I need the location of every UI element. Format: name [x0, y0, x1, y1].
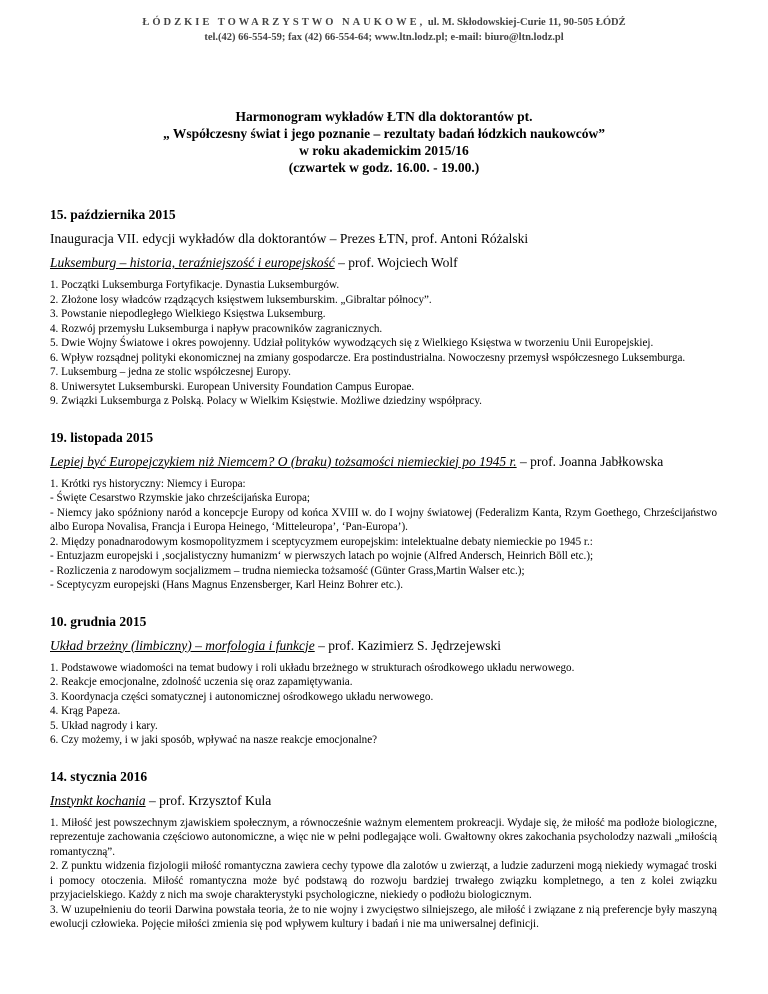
topic-item: 1. Krótki rys historyczny: Niemcy i Europa:: [50, 477, 246, 490]
organization-name: ŁÓDZKIE TOWARZYSTWO NAUKOWE,: [142, 17, 426, 28]
schedule-content: [50, 206, 717, 952]
topic-item: - Święte Cesarstwo Rzymskie jako chrześcijańska Europa;: [50, 492, 311, 504]
lecture-heading: [50, 637, 717, 654]
title-line-1: Harmonogram wykładów ŁTN dla doktorantów pt.: [235, 109, 533, 124]
topic-item: 4. Krąg Papeza.: [50, 705, 121, 717]
title-line-4: (czwartek w godz. 16.00. - 19.00.): [288, 160, 480, 175]
lecture-date: 14. stycznia 2016: [50, 768, 148, 784]
lecture-topics: [50, 477, 717, 593]
topic-item: - Sceptycyzm europejski (Hans Magnus Enzensberger, Karl Heinz Bohrer etc.).: [50, 579, 403, 591]
topic-item: 5. Dwie Wojny Światowe i okres powojenny. Udział polityków wywodzących się z Wielkiego Księstwa w tworzeniu Unii Europejskiej.: [50, 337, 654, 349]
lecture-section: [50, 768, 717, 932]
letterhead: [40, 15, 728, 45]
topic-item: 5. Układ nagrody i kary.: [50, 719, 158, 732]
topic-item: - Entuzjazm europejski i ‚socjalistyczny humanizm‘ w pierwszych latach po wojnie (Alfred Andersch, Heinrich Böll etc.);: [50, 550, 594, 562]
letterhead-line-1: [40, 15, 728, 30]
topic-item: 6. Czy możemy, i w jaki sposób, wpływać na nasze reakcje emocjonalne?: [50, 734, 378, 746]
lecture-topics: [50, 816, 717, 932]
topic-item: 1. Miłość jest powszechnym zjawiskiem społecznym, a równocześnie ważnym elementem prokreacji. Wydaje się, że miłość ma podłoże biologiczne, reprezentuje zachowania częściowo autonomiczne, a więc nie w pełni podlegające woli. Gwałtowny okres zakochania psycholodzy nazwali „miłością romantyczną”.: [50, 816, 717, 858]
title-line-3: w roku akademickim 2015/16: [299, 143, 469, 158]
lecture-topics: [50, 661, 717, 748]
inauguration-text: Inauguracja VII. edycji wykładów dla doktorantów – Prezes ŁTN, prof. Antoni Różalski: [50, 231, 529, 246]
organization-address: ul. M. Skłodowskiej-Curie 11, 90-505 ŁÓDŹ: [427, 17, 626, 28]
lecture-section: [50, 429, 717, 593]
topic-item: 1. Podstawowe wiadomości na temat budowy i roli układu brzeżnego w strukturach ośrodkowego układu nerwowego.: [50, 661, 575, 674]
topic-item: 4. Rozwój przemysłu Luksemburga i napływ pracowników zagranicznych.: [50, 322, 383, 335]
lecture-date: 19. listopada 2015: [50, 429, 154, 445]
lecture-section: [50, 206, 717, 409]
lecture-title: Luksemburg – historia, teraźniejszość i europejskość: [50, 255, 335, 270]
lecture-date: 10. grudnia 2015: [50, 613, 147, 629]
title-line-2: „ Współczesny świat i jego poznanie – rezultaty badań łódzkich naukowców”: [162, 126, 606, 141]
lecture-heading: [50, 254, 717, 271]
lecturer-name: – prof. Kazimierz S. Jędrzejewski: [314, 637, 502, 653]
topic-item: 9. Związki Luksemburga z Polską. Polacy w Wielkim Księstwie. Możliwe dziedziny współpracy.: [50, 395, 482, 407]
lecture-title: Instynkt kochania: [50, 792, 146, 808]
topic-item: 2. Reakcje emocjonalne, zdolność uczenia się oraz zapamiętywania.: [50, 676, 353, 688]
topic-item: 2. Między ponadnarodowym kosmopolityzmem i sceptycyzmem europejskim: intelektualne debaty niemieckie po 1945 r.:: [50, 535, 593, 548]
lecturer-name: – prof. Joanna Jabłkowska: [516, 453, 664, 469]
topic-item: - Rozliczenia z narodowym socjalizmem – trudna niemiecka tożsamość (Günter Grass,Martin Walser etc.);: [50, 564, 525, 577]
topic-item: 2. Złożone losy władców rządzących księstwem luksemburskim. „Gibraltar północy”.: [50, 293, 432, 306]
lecture-date: 15. października 2015: [50, 207, 176, 222]
topic-item: 1. Początki Luksemburga Fortyfikacje. Dynastia Luksemburgów.: [50, 279, 340, 291]
topic-item: 3. W uzupełnieniu do teorii Darwina powstała teoria, że to nie wojny i zwycięstwo silniejszego, ale miłość i związane z nią preferencje były maszyną ewolucji człowieka. Pojęcie miłości zmienia się pod wpływem kultury i badań i nie ma uniwersalnej definicji.: [50, 903, 717, 930]
topic-item: 8. Uniwersytet Luksemburski. European University Foundation Campus Europae.: [50, 380, 415, 393]
topic-item: 6. Wpływ rozsądnej polityki ekonomicznej na zmiany gospodarcze. Era postindustrialna. Nowoczesny przemysł współczesnego Luksemburga.: [50, 351, 686, 364]
organization-contact: tel.(42) 66-554-59; fax (42) 66-554-64; www.ltn.lodz.pl; e-mail: biuro@ltn.lodz.pl: [204, 32, 564, 43]
lecture-title: Układ brzeżny (limbiczny) – morfologia i funkcje: [50, 637, 315, 653]
lecturer-name: – prof. Krzysztof Kula: [145, 792, 272, 808]
topic-item: 3. Koordynacja części somatycznej i autonomicznej ośrodkowego układu nerwowego.: [50, 690, 434, 703]
topic-item: - Niemcy jako spóźniony naród a koncepcje Europy od końca XVIII w. do I wojny światowej (Federalizm Kanta, Rzym Goethego, Chrześcijaństwo albo Europa Novalisa, Francja i Europa Heinego, ‘Mitteleuropa’, ‘Pan-Europa’).: [50, 506, 717, 533]
lecturer-name: – prof. Wojciech Wolf: [334, 255, 458, 270]
lecture-heading: [50, 792, 717, 809]
lecture-topics: [50, 278, 717, 409]
lecture-title: Lepiej być Europejczykiem niż Niemcem? O (braku) tożsamości niemieckiej po 1945 r.: [50, 453, 517, 469]
topic-item: 3. Powstanie niepodległego Wielkiego Księstwa Luksemburg.: [50, 308, 326, 320]
document-title: [40, 108, 728, 176]
topic-item: 2. Z punktu widzenia fizjologii miłość romantyczna zawiera cechy typowe dla zalotów u zwierząt, a ludzie zadurzeni mogą niekiedy wymagać troski i pomocy otoczenia. Miłość romantyczna może być podstawą do rozwoju bardziej trwałego związku kompletnego, a ten z kolei związku przyjacielskiego. Każdy z nich ma swoje charakterystyki psychologiczne, niekiedy o podłożu biologicznym.: [50, 860, 717, 901]
lecture-heading: [50, 453, 717, 470]
topic-item: 7. Luksemburg – jedna ze stolic współczesnej Europy.: [50, 366, 291, 378]
lecture-section: [50, 613, 717, 748]
